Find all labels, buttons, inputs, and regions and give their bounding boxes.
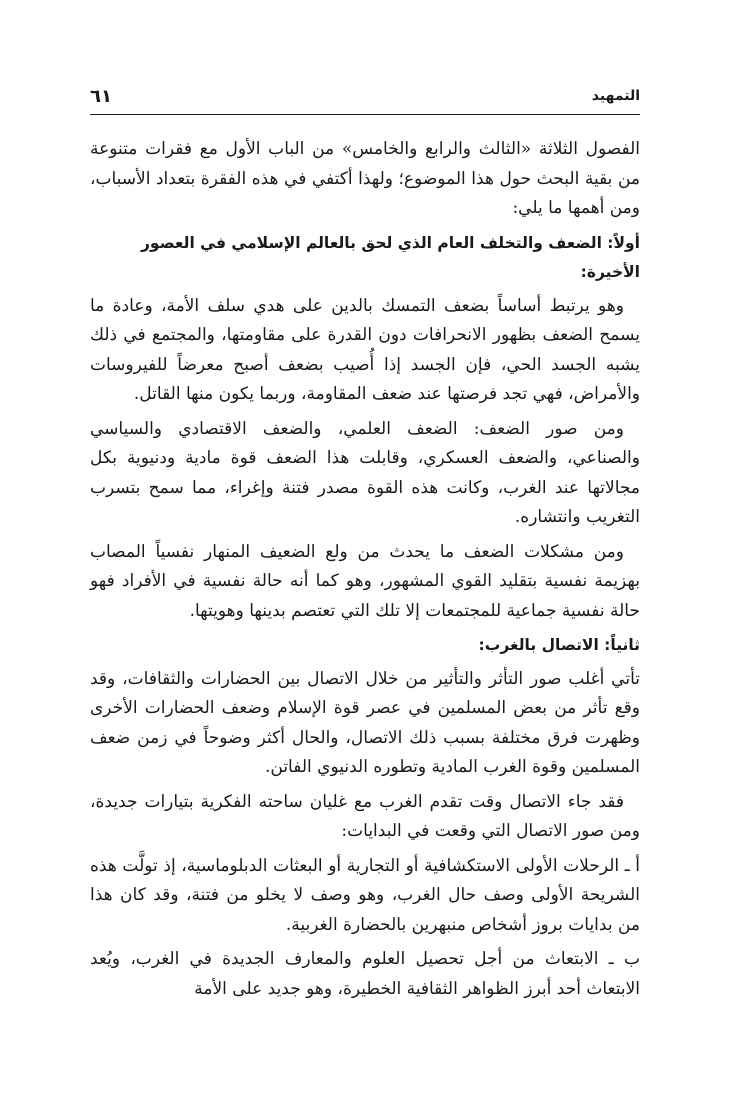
paragraph-weakness-1: وهو يرتبط أساساً بضعف التمسك بالدين على هدي سلف الأمة، وعادة ما يسمح الضعف بظهور الانحرافات دون القدرة على مقاومتها، والمجتمع في ذلك يشبه الجسد الحي، فإن الجسد إذا أُصيب بضعف أصبح معرضاً للفيروسات والأمراض، فهي تجد فرصتها عند ضعف المقاومة، وربما يكون منها القاتل.	[90, 295, 640, 404]
section-heading-1: أولاً: الضعف والتخلف العام الذي لحق بالعالم الإسلامي في العصور الأخيرة:	[140, 233, 640, 281]
intro-paragraph: الفصول الثلاثة «الثالث والرابع والخامس» من الباب الأول مع فقرات متنوعة من بقية البحث حول هذا الموضوع؛ ولهذا أكتفي في هذه الفقرة بتعداد الأسباب، ومن أهمها ما يلي:	[90, 139, 640, 218]
paragraph-weakness-3: ومن مشكلات الضعف ما يحدث من ولع الضعيف المنهار نفسياً المصاب بهزيمة نفسية بتقليد القوي المشهور، وهو كما أنه حالة نفسية في الأفراد فهو حالة نفسية جماعية للمجتمعات إلا تلك التي تعتصم بدينها وهويتها.	[90, 541, 640, 621]
page-header	[90, 88, 640, 115]
chapter-title: التمهيد	[591, 88, 640, 104]
book-page	[90, 88, 640, 1009]
list-item-b: ب ـ الابتعاث من أجل تحصيل العلوم والمعارف الجديدة في الغرب، ويُعد الابتعاث أحد أبرز الظواهر الثقافية الخطيرة، وهو جديد على الأمة	[90, 949, 640, 999]
list-item-a: أ ـ الرحلات الأولى الاستكشافية أو التجارية أو البعثات الدبلوماسية، إذ تولَّت هذه الشريحة الأولى وصف حال الغرب، وهو وصف لا يخلو من فتنة، وقد كان هذا من بدايات بروز أشخاص منبهرين بالحضارة الغربية.	[90, 855, 640, 935]
paragraph-contact-1: تأتي أغلب صور التأثر والتأثير من خلال الاتصال بين الحضارات والثقافات، وقد وقع تأثر من بعض المسلمين في عصر قوة الإسلام وضعف الحضارات الأخرى وظهرت فرق مختلفة بسبب ذلك الاتصال، والحال أكثر وضوحاً في زمن ضعف المسلمين وقوة الغرب المادية وتطوره الدنيوي الفاتن.	[90, 668, 640, 777]
paragraph-weakness-2: ومن صور الضعف: الضعف العلمي، والضعف الاقتصادي والسياسي والصناعي، والضعف العسكري، وقابلت هذا الضعف قوة مادية ودنيوية بكل مجالاتها عند الغرب، وكانت هذه القوة مصدر فتنة وإغراء، مما سمح بتسرب التغريب وانتشاره.	[90, 418, 640, 527]
section-heading-2: ثانياً: الاتصال بالغرب:	[478, 636, 640, 654]
page-body	[90, 135, 640, 1004]
page-number: ٦١	[90, 86, 112, 107]
paragraph-contact-2: فقد جاء الاتصال وقت تقدم الغرب مع غليان ساحته الفكرية بتيارات جديدة، ومن صور الاتصال التي وقعت في البدايات:	[90, 791, 640, 841]
